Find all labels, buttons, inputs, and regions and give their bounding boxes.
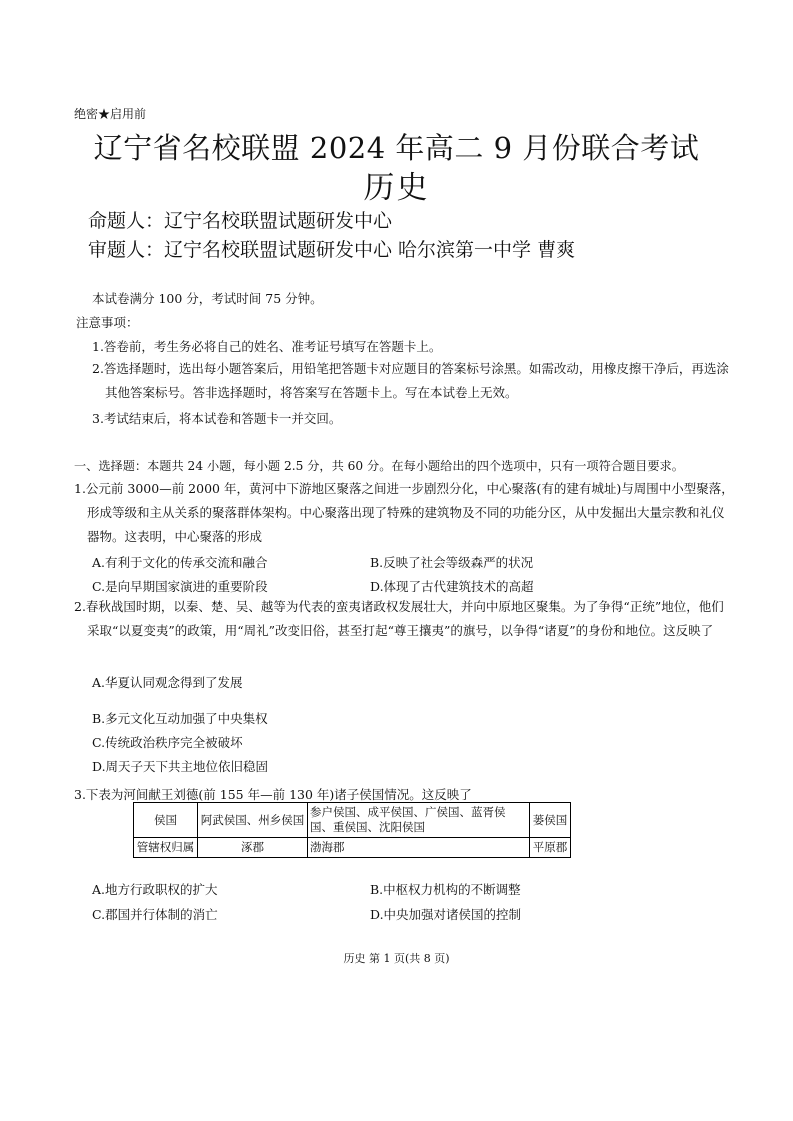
table-row [134, 803, 571, 838]
question-2-option-b[interactable]: B.多元文化互动加强了中央集权 [92, 711, 268, 726]
exam-title: 辽宁省名校联盟 2024 年高二 9 月份联合考试 [93, 131, 700, 165]
question-3-option-b[interactable]: B.中枢权力机构的不断调整 [370, 882, 521, 897]
table-row [134, 838, 571, 858]
question-3-option-c[interactable]: C.郡国并行体制的消亡 [92, 907, 218, 922]
table-cell: 参户侯国、成平侯国、广侯国、蓝胥侯国、重侯国、沈阳侯国 [308, 803, 530, 838]
subject-title: 历史 [363, 170, 430, 206]
score-time-info: 本试卷满分 100 分，考试时间 75 分钟。 [92, 291, 323, 306]
confidential-mark: 绝密★启用前 [74, 107, 147, 121]
notice-item-2: 2.答选择题时，选出每小题答案后，用铅笔把答题卡对应题目的答案标号涂黑。如需改动，用橡皮擦干净后，再选涂其他答案标号。答非选择题时，将答案写在答题卡上。写在本试卷上无效。 [92, 361, 729, 400]
fief-table [133, 802, 571, 858]
table-cell: 阿武侯国、州乡侯国 [198, 803, 308, 838]
question-3-option-d[interactable]: D.中央加强对诸侯国的控制 [370, 907, 522, 922]
page-footer: 历史 第 1 页(共 8 页) [343, 952, 450, 965]
table-cell: 蒌侯国 [530, 803, 571, 838]
notice-heading: 注意事项： [76, 315, 139, 330]
question-1-stem: 1.公元前 3000—前 2000 年，黄河中下游地区聚落之间进一步剧烈分化，中心聚落(有的建有城址)与周围中小型聚落，形成等级和主从关系的聚落群体架构。中心聚落出现了特殊的建筑物及不同的功能分区，从中发掘出大量宗教和礼仪器物。这表明，中心聚落的形成 [74, 481, 734, 544]
table-cell: 平原郡 [530, 838, 571, 858]
question-1-option-c[interactable]: C.是向早期国家演进的重要阶段 [92, 579, 268, 594]
table-cell: 管辖权归属 [134, 838, 198, 858]
table-cell: 侯国 [134, 803, 198, 838]
question-1-option-a[interactable]: A.有利于文化的传承交流和融合 [92, 555, 268, 570]
question-2-stem: 2.春秋战国时期，以秦、楚、吴、越等为代表的蛮夷诸政权发展壮大，并向中原地区聚集。为了争得“正统”地位，他们采取“以夏变夷”的政策，用“周礼”改变旧俗，甚至打起“尊王攘夷”的旗号，以争得“诸夏”的身份和地位。这反映了 [74, 599, 724, 638]
question-2-option-c[interactable]: C.传统政治秩序完全被破坏 [92, 735, 243, 750]
section-heading: 一、选择题：本题共 24 小题，每小题 2.5 分，共 60 分。在每小题给出的四个选项中，只有一项符合题目要求。 [74, 459, 684, 473]
question-3-option-a[interactable]: A.地方行政职权的扩大 [92, 882, 218, 897]
notice-item-3: 3.考试结束后，将本试卷和答题卡一并交回。 [92, 411, 342, 426]
question-1-option-b[interactable]: B.反映了社会等级森严的状况 [370, 555, 534, 570]
reviewer-line: 审题人：辽宁名校联盟试题研发中心 哈尔滨第一中学 曹爽 [88, 239, 576, 261]
table-cell: 涿郡 [198, 838, 308, 858]
question-2-option-a[interactable]: A.华夏认同观念得到了发展 [92, 675, 243, 690]
notice-item-1: 1.答卷前，考生务必将自己的姓名、准考证号填写在答题卡上。 [92, 339, 442, 354]
question-1-option-d[interactable]: D.体现了古代建筑技术的高超 [370, 579, 534, 594]
question-3-stem: 3.下表为河间献王刘德(前 155 年—前 130 年)诸子侯国情况。这反映了 [74, 787, 472, 802]
author-line: 命题人：辽宁名校联盟试题研发中心 [88, 210, 393, 232]
table-cell: 渤海郡 [308, 838, 530, 858]
question-2-option-d[interactable]: D.周天子天下共主地位依旧稳固 [92, 759, 269, 774]
